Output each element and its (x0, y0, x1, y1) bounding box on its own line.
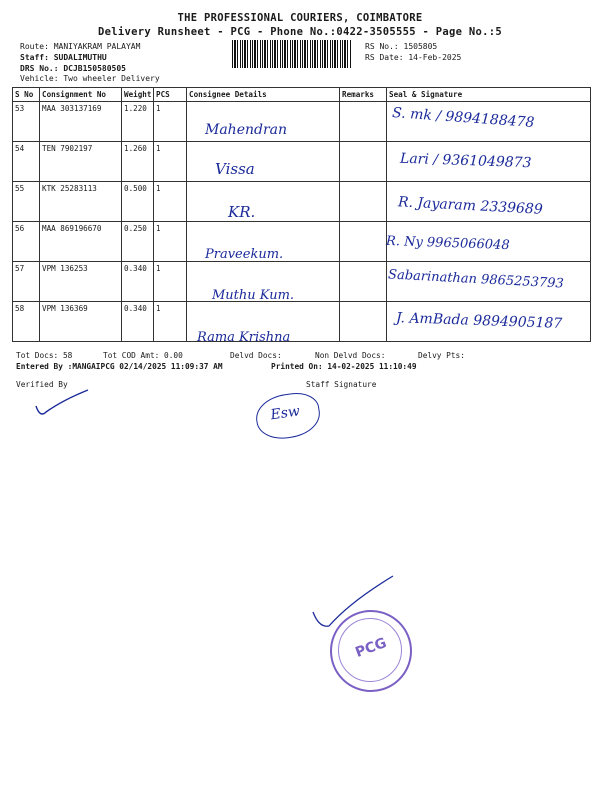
barcode (232, 40, 352, 68)
cell-weight: 1.220 (122, 102, 154, 142)
handwritten-signature: Sabarinathan 9865253793 (387, 267, 565, 292)
cell-weight: 0.250 (122, 222, 154, 262)
header-sno: S No (13, 88, 40, 102)
rs-date: RS Date: 14-Feb-2025 (365, 53, 462, 62)
cell-weight: 0.340 (122, 302, 154, 342)
handwritten-signature: Lari / 9361049873 (399, 150, 532, 172)
cell-weight: 0.500 (122, 182, 154, 222)
handwritten-signature: R. Ny 9965066048 (385, 233, 510, 254)
header-remarks: Remarks (340, 88, 387, 102)
handwritten-signature: S. mk / 9894188478 (391, 105, 535, 131)
cell-remarks (340, 182, 387, 222)
cell-consignee (187, 142, 340, 182)
cell-weight: 1.260 (122, 142, 154, 182)
verified-by-label: Verified By (16, 380, 68, 389)
pcg-stamp (330, 610, 412, 692)
stamp-text: PCG (353, 635, 389, 661)
verified-tick-mark (28, 388, 98, 428)
handwritten-signature: R. Jayaram 2339689 (397, 194, 544, 218)
cell-remarks (340, 102, 387, 142)
cell-sno: 56 (13, 222, 40, 262)
document-title: THE PROFESSIONAL COURIERS, COIMBATORE (177, 12, 423, 24)
non-delivered-docs: Non Delvd Docs: (315, 351, 386, 360)
cell-sno: 57 (13, 262, 40, 302)
cell-pcs: 1 (154, 102, 187, 142)
cell-consignment: VPM 136253 (40, 262, 122, 302)
handwritten-consignee: Vissa (215, 160, 255, 178)
staff-signature-text: Esw (269, 403, 301, 424)
table-header-row (13, 88, 591, 102)
staff-label: Staff: SUDALIMUTHU (20, 53, 107, 62)
cell-consignment: TEN 7902197 (40, 142, 122, 182)
header-pcs: PCS (154, 88, 187, 102)
cell-remarks (340, 142, 387, 182)
delivered-docs: Delvd Docs: (230, 351, 282, 360)
cell-consignee (187, 182, 340, 222)
handwritten-consignee: Muthu Kum. (212, 288, 295, 303)
staff-signature-scribble (253, 390, 323, 442)
handwritten-consignee: KR. (228, 203, 256, 221)
cell-remarks (340, 222, 387, 262)
handwritten-signature: J. AmBada 9894905187 (395, 310, 563, 332)
cell-sno: 58 (13, 302, 40, 342)
handwritten-consignee: Praveekum. (205, 247, 284, 262)
cell-consignment: MAA 869196670 (40, 222, 122, 262)
document-subtitle: Delivery Runsheet - PCG - Phone No.:0422-3505555 - Page No.:5 (98, 26, 502, 38)
route-label: Route: MANIYAKRAM PALAYAM (20, 42, 141, 51)
cell-consignment: KTK 25283113 (40, 182, 122, 222)
cell-consignment: MAA 303137169 (40, 102, 122, 142)
handwritten-consignee: Mahendran (205, 122, 288, 138)
cell-pcs: 1 (154, 182, 187, 222)
cell-sno: 55 (13, 182, 40, 222)
cell-pcs: 1 (154, 262, 187, 302)
cell-remarks (340, 302, 387, 342)
header-signature: Seal & Signature (387, 88, 591, 102)
handwritten-consignee: Rama Krishna (197, 330, 291, 345)
total-cod-amount: Tot COD Amt: 0.00 (103, 351, 183, 360)
header-consignment: Consignment No (40, 88, 122, 102)
header-weight: Weight (122, 88, 154, 102)
cell-sno: 53 (13, 102, 40, 142)
cell-consignment: VPM 136369 (40, 302, 122, 342)
staff-signature-label: Staff Signature (306, 380, 377, 389)
cell-remarks (340, 262, 387, 302)
vehicle-label: Vehicle: Two wheeler Delivery (20, 74, 160, 83)
cell-pcs: 1 (154, 222, 187, 262)
cell-weight: 0.340 (122, 262, 154, 302)
total-docs: Tot Docs: 58 (16, 351, 73, 360)
cell-pcs: 1 (154, 302, 187, 342)
rs-number: RS No.: 1505805 (365, 42, 438, 51)
entered-by: Entered By :MANGAIPCG 02/14/2025 11:09:37 AM (16, 362, 223, 371)
header-consignee: Consignee Details (187, 88, 340, 102)
cell-pcs: 1 (154, 142, 187, 182)
cell-sno: 54 (13, 142, 40, 182)
delivery-points: Delvy Pts: (418, 351, 465, 360)
drs-label: DRS No.: DCJB150580505 (20, 64, 126, 73)
printed-on: Printed On: 14-02-2025 11:10:49 (271, 362, 417, 371)
